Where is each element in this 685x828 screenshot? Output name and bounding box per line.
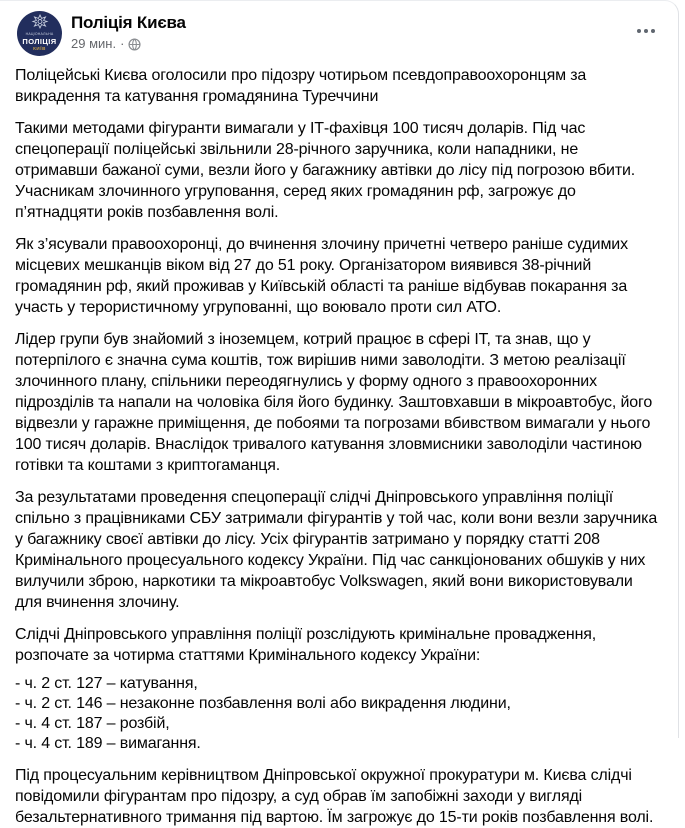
charges-list-item: - ч. 4 ст. 187 – розбій, <box>15 715 170 732</box>
post-paragraph: За результатами проведення спецоперації слідчі Дніпровського управління поліції спільно з працівниками СБУ затримали фігурантів у той час, коли вони везли заручника у багажнику своєї автівки до лісу. Усіх фігурантів затримано у порядку статті 208 Кримінального процесуального кодексу України. Під час санкціонованих обшуків у них вилучили зброю, наркотики та мікроавтобус Volkswagen, який вони використовували для вчинення злочину. <box>15 489 658 611</box>
police-badge-icon <box>33 15 47 32</box>
post-body <box>0 56 678 828</box>
charges-list <box>15 674 663 754</box>
charges-list-item: - ч. 4 ст. 189 – вимагання. <box>15 735 201 752</box>
ellipsis-dot <box>651 29 655 33</box>
post-paragraph: Лідер групи був знайомий з іноземцем, котрий працює в сфері ІТ, та знав, що у потерпілого є значна сума коштів, тож вирішив ними заволодіти. З метою реалізації злочинного плану, спільники переодягнулись у форму одного з правоохоронних підрозділів та напали на чоловіка біля його будинку. Заштовхавши в мікроавтобус, його відвезли у гаражне приміщення, де побоями та погрозами вбивством вимагали у нього 100 тисяч доларів. Внаслідок тривалого катування зловмисники заволоділи частиною готівки та коштами з криптогаманця. <box>15 331 653 474</box>
post-meta <box>71 36 186 51</box>
meta-separator: · <box>120 36 125 51</box>
ellipsis-dot <box>644 29 648 33</box>
globe-public-icon <box>128 38 141 51</box>
page-avatar[interactable] <box>17 11 62 56</box>
header-text <box>71 11 186 51</box>
ellipsis-dot <box>637 29 641 33</box>
post-paragraph: Поліцейські Києва оголосили про підозру чотирьом псевдоправоохоронцям за викрадення та катування громадянина Туреччини <box>15 67 587 105</box>
charges-list-item: - ч. 2 ст. 127 – катування, <box>15 675 198 692</box>
post-paragraph: Як з’ясували правоохоронці, до вчинення злочину причетні четверо раніше судимих місцевих мешканців віком від 27 до 51 року. Організатором виявився 38-річний громадянин рф, який проживав у Київській області та раніше відбував покарання за участь у терористичному угрупованні, що воювало проти сил АТО. <box>15 236 628 316</box>
avatar-text-police: ПОЛІЦІЯ <box>22 36 57 46</box>
page-name-link[interactable]: Поліція Києва <box>71 13 186 32</box>
post-paragraph: Такими методами фігуранти вимагали у ІТ-фахівця 100 тисяч доларів. Під час спецоперації поліцейські звільнили 28-річного заручника, коли нападники, не отримавши бажаної суми, везли його у багажнику автівки до лісу під погрозою вбити. Учасникам злочинного угруповання, серед яких громадянин рф, загрожує до п’ятнадцяти років позбавлення волі. <box>15 120 636 221</box>
timestamp[interactable]: 29 мин. <box>71 36 117 51</box>
more-options-button[interactable] <box>630 19 662 43</box>
avatar-text-kyiv: КИЇВ <box>33 46 46 52</box>
post-paragraph: Під процесуальним керівництвом Дніпровської окружної прокуратури м. Києва слідчі повідомили фігурантам про підозру, а суд обрав їм запобіжні заходи у вигляді безальтернативного тримання під вартою. Їм загрожує до 15-ти років позбавлення волі. <box>15 767 654 826</box>
charges-list-item: - ч. 2 ст. 146 – незаконне позбавлення волі або викрадення людини, <box>15 695 511 712</box>
post-header <box>0 1 678 56</box>
post-paragraph: Слідчі Дніпровського управління поліції розслідують кримінальне провадження, розпочате за чотирма статтями Кримінального кодексу України: <box>15 626 597 664</box>
avatar-text-national: НАЦІОНАЛЬНА <box>25 32 54 37</box>
